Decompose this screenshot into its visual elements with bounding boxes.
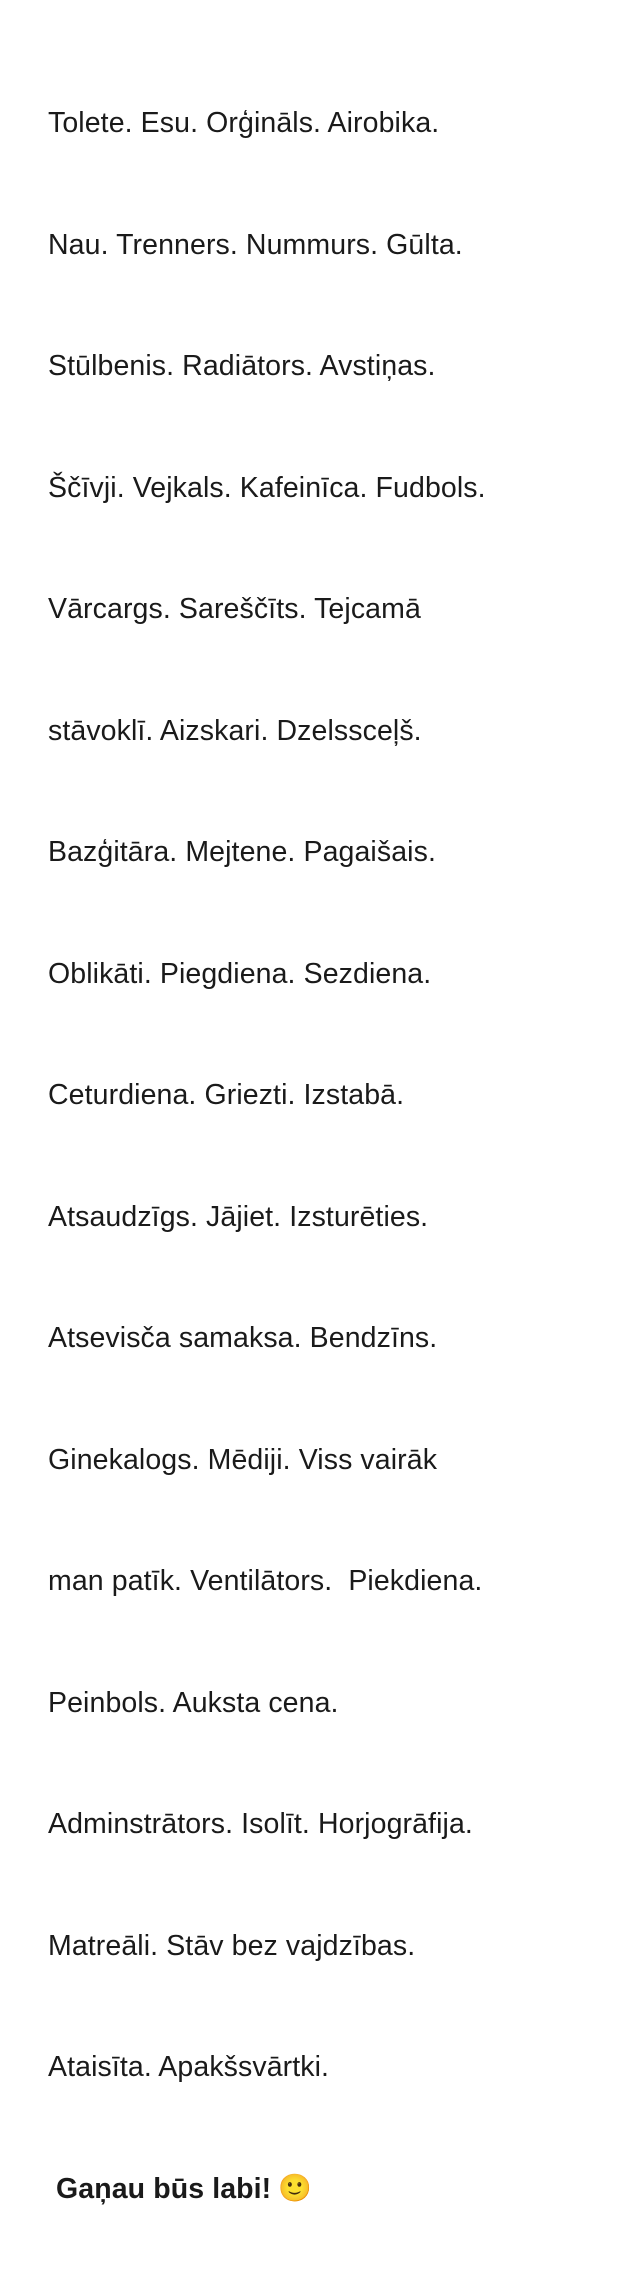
text-line: Adminstrātors. Isolīt. Horjogrāfija. bbox=[48, 1808, 473, 1840]
text-line: Ataisīta. Apakšsvārtki. bbox=[48, 2051, 330, 2083]
text-line: Ginekalogs. Mēdiji. Viss vairāk bbox=[48, 1443, 438, 1476]
closing-text: Gaņau būs labi! bbox=[56, 2172, 272, 2205]
word-list-text bbox=[48, 22, 618, 2290]
text-line: Vārcargs. Sareščīts. Tejcamā bbox=[48, 593, 421, 625]
text-line: Atsevisča samaksa. Bendzīns. bbox=[48, 1322, 438, 1354]
text-line: man patīk. Ventilātors. Piekdiena. bbox=[48, 1565, 483, 1597]
text-line: Bazģitāra. Mejtene. Pagaišais. bbox=[48, 836, 436, 868]
text-line: stāvoklī. Aizskari. Dzelssceļš. bbox=[48, 714, 422, 747]
smiling-face-icon: 🙂 bbox=[278, 2172, 312, 2204]
text-line: Stūlbenis. Radiātors. Avstiņas. bbox=[48, 350, 436, 382]
text-line: Atsaudzīgs. Jājiet. Izsturēties. bbox=[48, 1200, 429, 1233]
text-line: Matreāli. Stāv bez vajdzības. bbox=[48, 1929, 416, 1962]
text-line: Oblikāti. Piegdiena. Sezdiena. bbox=[48, 957, 432, 990]
text-line: Ceturdiena. Griezti. Izstabā. bbox=[48, 1079, 405, 1111]
text-line: Peinbols. Auksta cena. bbox=[48, 1686, 339, 1719]
closing-line bbox=[48, 2169, 618, 2210]
text-line: Tolete. Esu. Orģināls. Airobika. bbox=[48, 107, 440, 139]
text-line: Nau. Trenners. Nummurs. Gūlta. bbox=[48, 228, 463, 261]
text-line: Ščīvji. Vejkals. Kafeinīca. Fudbols. bbox=[48, 471, 486, 504]
